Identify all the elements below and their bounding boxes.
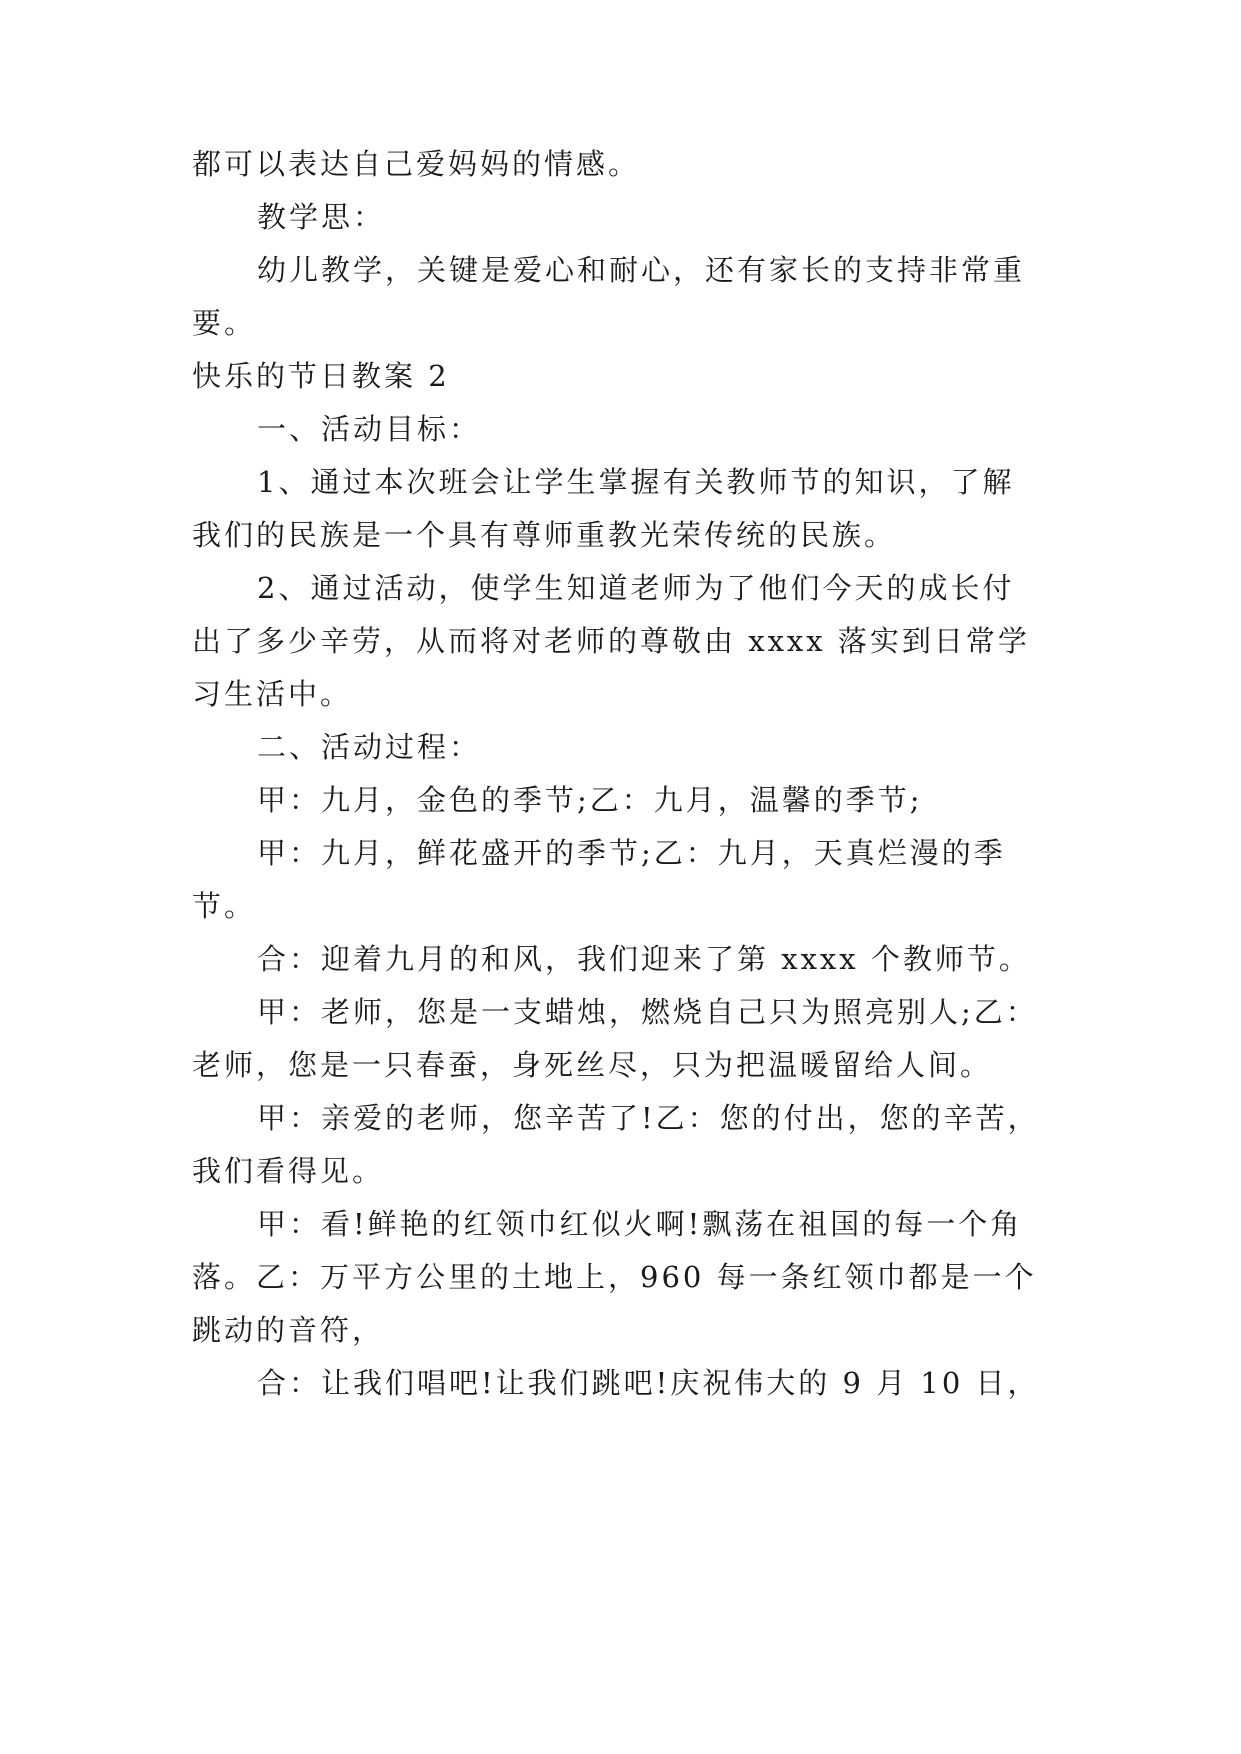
text-line: 甲：九月，鲜花盛开的季节;乙：九月，天真烂漫的季 <box>257 836 1006 870</box>
text-line: 甲：九月，金色的季节;乙：九月，温馨的季节; <box>257 783 923 817</box>
text-line: 老师，您是一只春蚕，身死丝尽，只为把温暖留给人间。 <box>192 1048 993 1082</box>
text-line: 都可以表达自己爱妈妈的情感。 <box>192 147 641 181</box>
text-line: 落。乙：万平方公里的土地上，960 每一条红领巾都是一个 <box>192 1260 1037 1294</box>
text-line: 节。 <box>192 889 257 923</box>
section-heading: 快乐的节日教案 2 <box>192 359 450 393</box>
text-line: 出了多少辛劳，从而将对老师的尊敬由 xxxx 落实到日常学 <box>192 624 1030 658</box>
text-line: 教学思： <box>257 200 386 234</box>
text-line: 2、通过活动，使学生知道老师为了他们今天的成长付 <box>257 571 1015 605</box>
text-line: 合：让我们唱吧!让我们跳吧!庆祝伟大的 9 月 10 日， <box>257 1366 1040 1400</box>
text-line: 甲：亲爱的老师，您辛苦了!乙：您的付出，您的辛苦， <box>257 1101 1040 1135</box>
text-line: 合：迎着九月的和风，我们迎来了第 xxxx 个教师节。 <box>257 942 1031 976</box>
text-line: 我们的民族是一个具有尊师重教光荣传统的民族。 <box>192 518 897 552</box>
text-line: 我们看得见。 <box>192 1154 385 1188</box>
text-line: 幼儿教学，关键是爱心和耐心，还有家长的支持非常重 <box>257 253 1026 287</box>
text-line: 跳动的音符， <box>192 1313 385 1347</box>
text-line: 甲：看!鲜艳的红领巾红似火啊!飘荡在祖国的每一个角 <box>257 1207 1023 1241</box>
text-line: 二、活动过程： <box>257 730 482 764</box>
text-line: 1、通过本次班会让学生掌握有关教师节的知识，了解 <box>257 465 1015 499</box>
text-line: 要。 <box>192 306 257 340</box>
text-line: 一、活动目标： <box>257 412 482 446</box>
text-line: 甲：老师，您是一支蜡烛，燃烧自己只为照亮别人;乙： <box>257 995 1038 1029</box>
text-line: 习生活中。 <box>192 677 353 711</box>
